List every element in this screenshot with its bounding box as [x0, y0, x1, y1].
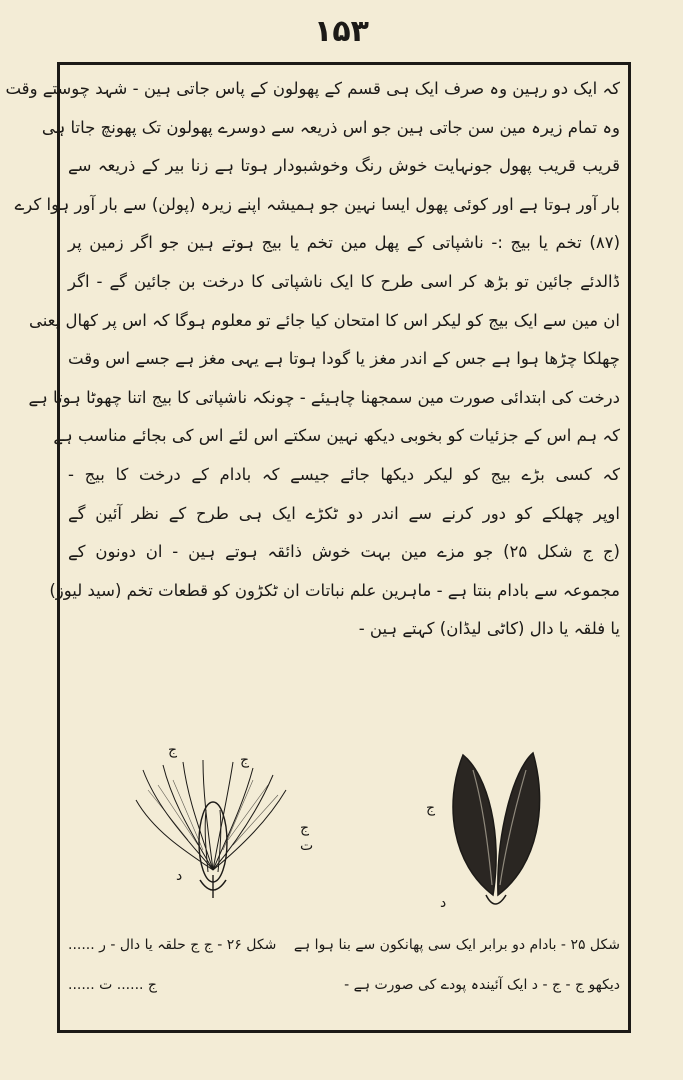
text-line: یا فلقہ یا دال (کاٹی لیڈان) کہتے ہین - — [358, 619, 620, 639]
figure-caption-26: شکل ۲۶ - ج ج حلقہ یا دال - ر ...... — [68, 937, 277, 953]
figure-label: د — [176, 868, 183, 884]
figure-caption-26-detail: ج ...... ت ...... — [68, 977, 157, 993]
text-line: ڈالدئے جائین تو بڑھ کر اسی طرح کا ایک ناشپاتی کا درخت بن جائین گے - اگر — [68, 271, 620, 291]
text-line: وہ تمام زیرہ مین سن جاتی ہین جو اس ذریعہ سے دوسرے پھولون تک پھونچ جاتا ہی — [41, 117, 620, 137]
caption-row — [68, 925, 620, 965]
germinating-seed-illustration — [128, 750, 298, 910]
text-line: کہ ہم اس کے جزئیات کو بخوبی دیکھ نہین سکتے اس لئے اس کی بجائے مناسب ہے — [53, 426, 620, 446]
figure-label: ج — [426, 800, 436, 816]
text-line: (۸۷) تخم یا بیج :- ناشپاتی کے پھل مین تخم یا بیج ہوتے ہین جو اگر زمین پر — [68, 233, 620, 253]
text-line: (ج ج شکل ۲۵) جو مزے مین بہت خوش ذائقہ ہوتے ہین - ان دونون کے — [68, 542, 620, 562]
paragraph — [5, 70, 620, 649]
figure-label: ج — [240, 752, 250, 768]
figure-label: ت — [300, 838, 314, 854]
text-line: ان مین سے ایک بیج کو لیکر اس کا امتحان کیا جائے تو معلوم ہوگا کہ اس پر کھال یعنی — [28, 310, 620, 330]
figure-almond-halves — [418, 745, 568, 915]
text-line: مجموعہ سے بادام بنتا ہے - ماہرین علم نباتات ان ٹکڑون کو قطعات تخم (سید لیوز) — [49, 580, 620, 600]
text-line: قریب قریب پھول جونہایت خوش رنگ وخوشبودار ہوتا ہے زنا بیر کے ذریعہ سے — [68, 156, 620, 176]
almond-halves-illustration — [418, 745, 568, 915]
page-number: ۱۵۳ — [314, 14, 369, 49]
text-line: کہ کسی بڑے بیج کو لیکر دیکھا جائے جیسے کہ بادام کے درخت کا بیج - — [68, 464, 620, 484]
text-line: چھلکا چڑھا ہوا ہے جس کے اندر مغز یا گودا ہوتا ہے یہی مغز ہے جسے اس وقت — [68, 349, 620, 369]
text-line: درخت کی ابتدائی صورت مین سمجھنا چاہیئے - چونکہ ناشپاتی کا بیج اتنا چھوٹا ہوتا ہے — [28, 387, 620, 407]
figure-caption-25-detail: دیکھو ج - ج - د ایک آئیندہ پودے کی صورت ہے - — [344, 977, 620, 993]
text-line: اوپر چھلکے کو دور کرنے سے اندر دو ٹکڑے ایک ہی طرح کے نظر آئین گے — [68, 503, 620, 523]
figure-caption-25: شکل ۲۵ - بادام دو برابر ایک سی پھانکون سے بنا ہوا ہے — [293, 937, 620, 953]
figure-label: د — [440, 895, 447, 911]
figures — [68, 742, 620, 925]
figure-captions — [68, 925, 620, 1005]
figure-germinating-seed — [128, 742, 314, 910]
text-line: کہ ایک دو رہین وہ صرف ایک ہی قسم کے پھولون کے پاس جاتی ہین - شہد چوستے وقت — [5, 79, 620, 98]
figure-label: ج — [300, 820, 310, 836]
caption-row — [68, 965, 620, 1005]
text-line: بار آور ہوتا ہے اور کوئی پھول ایسا نہین جو ہمیشہ اپنے زیرہ (پولن) سے بار آور ہوا کرے — [14, 194, 620, 214]
figure-label: ج — [168, 742, 178, 758]
